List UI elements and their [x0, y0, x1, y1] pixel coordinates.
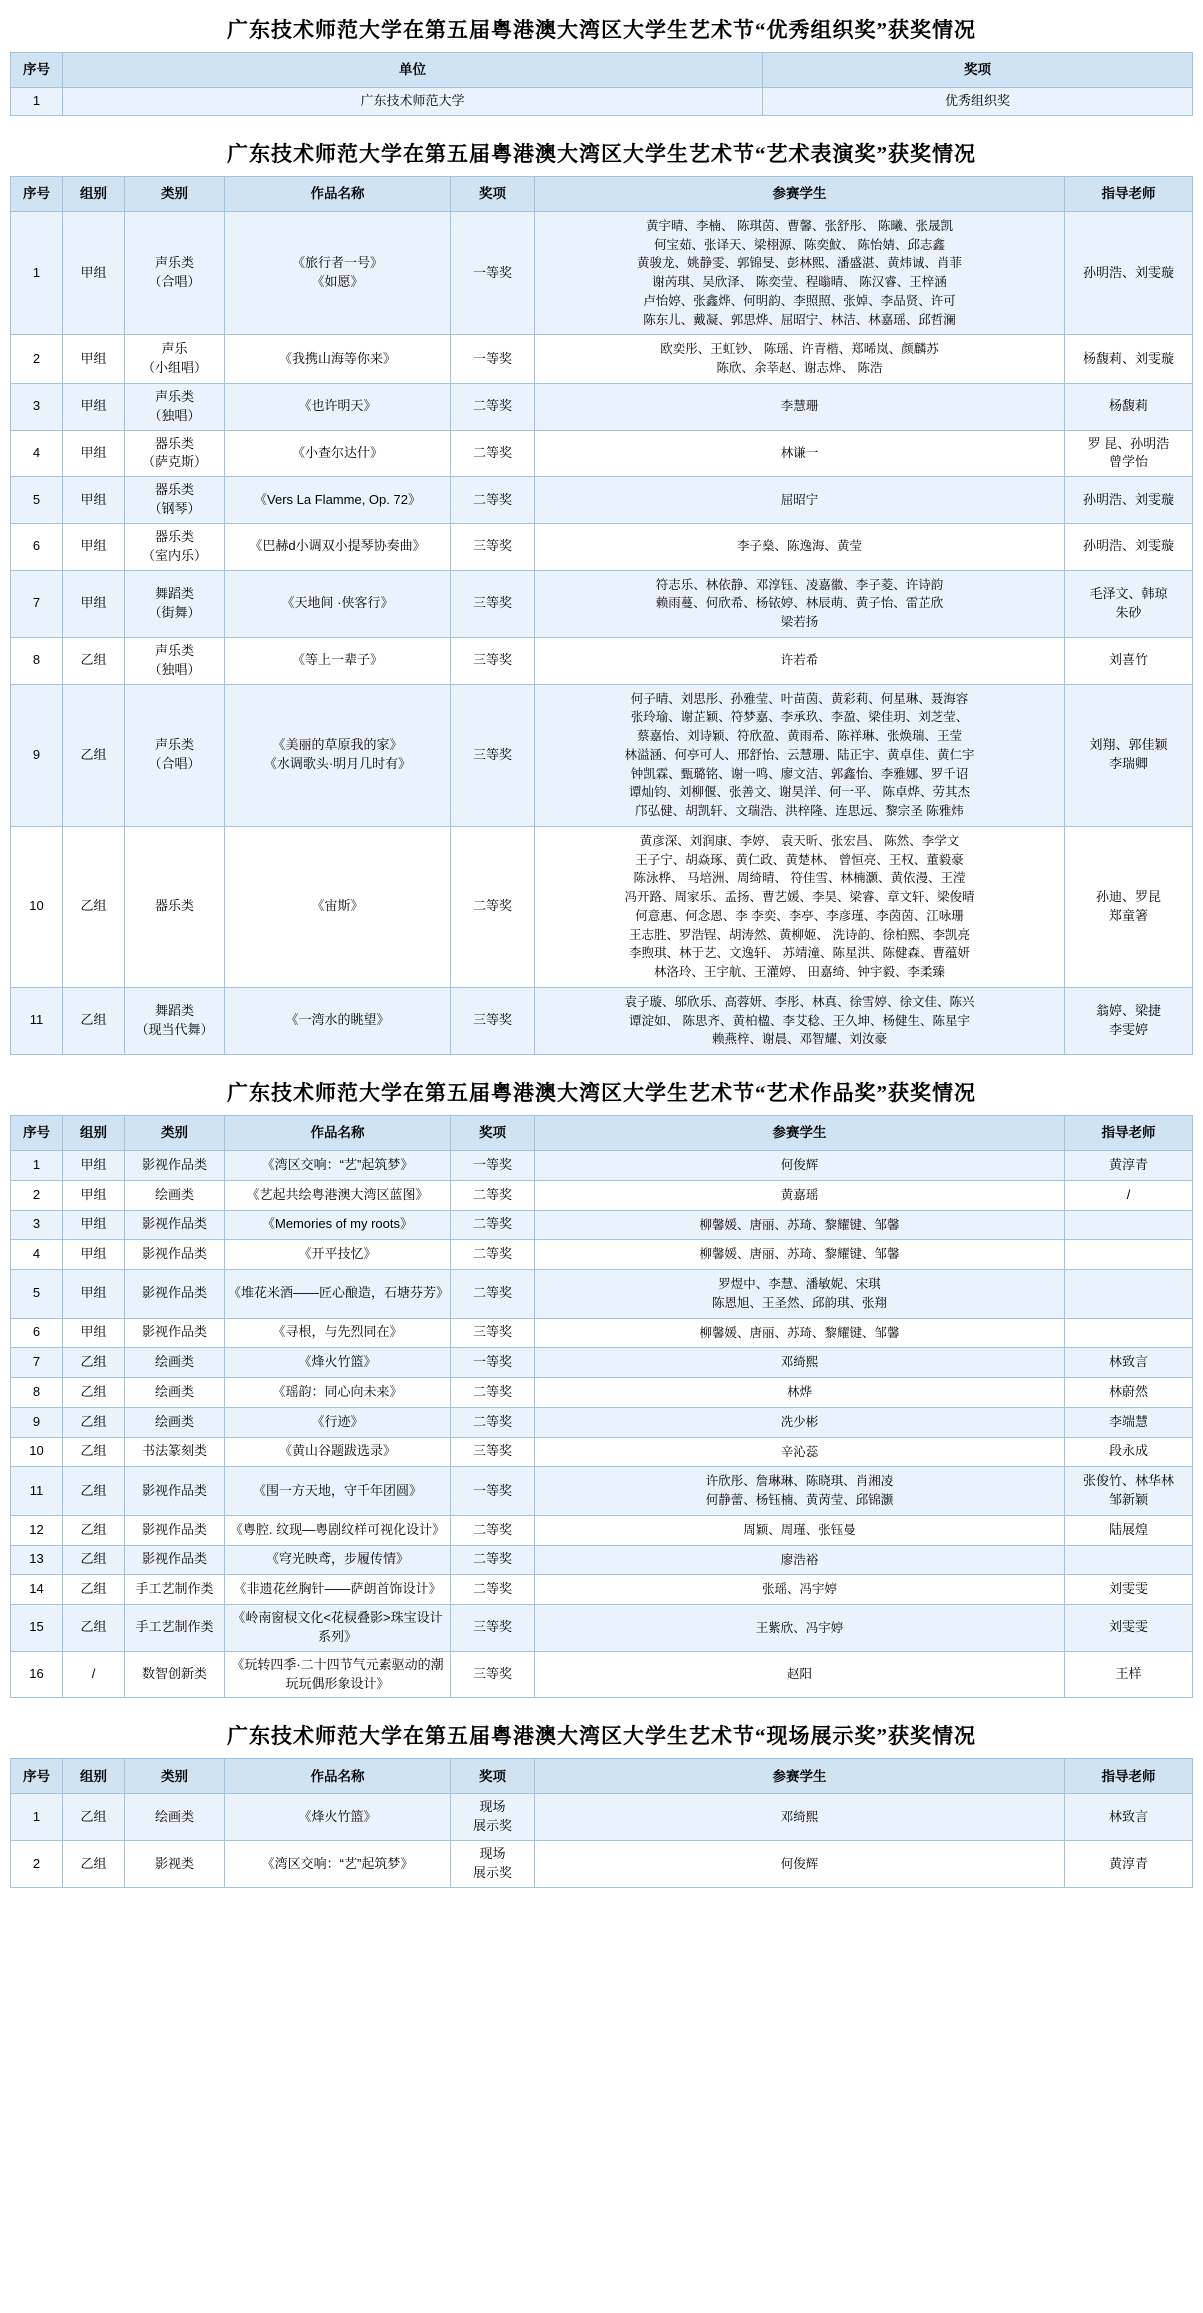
cell-award: 二等奖 — [451, 383, 535, 430]
cell-students: 符志乐、林依静、邓淳钰、凌嘉徽、李子菱、许诗韵 赖雨蔓、何欣希、杨铱婷、林辰萌、黄子怡、雷芷欣 梁若扬 — [535, 570, 1065, 637]
cell-award: 三等奖 — [451, 987, 535, 1054]
cell-teacher — [1065, 1545, 1193, 1575]
cell-group: 甲组 — [63, 477, 125, 524]
cell-category: 绘画类 — [125, 1348, 225, 1378]
cell-students: 林烨 — [535, 1378, 1065, 1408]
table-row — [11, 430, 1193, 477]
table-row — [11, 1437, 1193, 1467]
cell-group: 甲组 — [63, 211, 125, 335]
cell-work: 《围一方天地，守千年团圆》 — [225, 1467, 451, 1516]
cell-work: 《非遗花丝胸针——萨朗首饰设计》 — [225, 1575, 451, 1605]
cell-category: 声乐类 （合唱） — [125, 211, 225, 335]
section-live-display-award — [10, 1712, 1193, 1887]
table-row — [11, 1794, 1193, 1841]
column-header-category: 类别 — [125, 176, 225, 211]
cell-award: 三等奖 — [451, 637, 535, 684]
table-row — [11, 477, 1193, 524]
cell-teacher — [1065, 1210, 1193, 1240]
cell-group: 甲组 — [63, 1180, 125, 1210]
cell-students: 邓绮熙 — [535, 1794, 1065, 1841]
cell-group: 甲组 — [63, 383, 125, 430]
cell-teacher: 孙迪、罗昆 郑童箸 — [1065, 826, 1193, 987]
cell-teacher — [1065, 1240, 1193, 1270]
cell-group: / — [63, 1651, 125, 1698]
column-header-award: 奖项 — [763, 53, 1193, 88]
column-header-index: 序号 — [11, 1116, 63, 1151]
cell-group: 乙组 — [63, 1515, 125, 1545]
award-table-performance — [10, 176, 1193, 1055]
cell-teacher: 翁婷、梁捷 李雯婷 — [1065, 987, 1193, 1054]
cell-students: 张瑶、冯宇婷 — [535, 1575, 1065, 1605]
table-row — [11, 335, 1193, 384]
table-row — [11, 684, 1193, 826]
award-table-artwork — [10, 1115, 1193, 1698]
cell-teacher: 林致言 — [1065, 1348, 1193, 1378]
cell-teacher — [1065, 1318, 1193, 1348]
table-row — [11, 1151, 1193, 1181]
column-header-teacher: 指导老师 — [1065, 176, 1193, 211]
cell-students: 何俊辉 — [535, 1151, 1065, 1181]
section-performance-award — [10, 130, 1193, 1055]
cell-teacher: 林致言 — [1065, 1794, 1193, 1841]
cell-index: 2 — [11, 1841, 63, 1888]
column-header-students: 参赛学生 — [535, 1759, 1065, 1794]
cell-work: 《开平技忆》 — [225, 1240, 451, 1270]
cell-group: 甲组 — [63, 335, 125, 384]
cell-students: 何子晴、刘思彤、孙雅莹、叶苗茵、黄彩莉、何星琳、聂海容 张玲瑜、谢芷颖、符梦嘉、李承玖、李盈、梁佳玥、刘芝莹、 蔡嘉怡、刘诗颖、符欣盈、黄雨希、陈祥琳、张焕瑞、王莹 林溢涵、何亭可人、邢舒怡、云慧珊、陆正宇、黄卓佳、黄仁宇 钟凯霖、甄璐铭、谢一鸣、廖文洁、郭鑫怡、李雅娜、罗千诏 谭灿钧、刘柳偃、张善文、谢昊洋、何一平、 陈卓烨、劳其杰 邝弘健、胡凯轩、文瑞浩、洪梓隆、连思远、黎宗圣 陈雅炜 — [535, 684, 1065, 826]
cell-work: 《黄山谷题跋选录》 — [225, 1437, 451, 1467]
cell-award: 三等奖 — [451, 523, 535, 570]
cell-group: 甲组 — [63, 1210, 125, 1240]
cell-index: 5 — [11, 477, 63, 524]
column-header-award: 奖项 — [451, 176, 535, 211]
cell-teacher: 孙明浩、刘雯璇 — [1065, 523, 1193, 570]
column-header-work: 作品名称 — [225, 1116, 451, 1151]
cell-teacher: 刘雯雯 — [1065, 1605, 1193, 1652]
cell-category: 声乐 （小组唱） — [125, 335, 225, 384]
cell-students: 柳馨媛、唐丽、苏琦、黎耀键、邹馨 — [535, 1210, 1065, 1240]
cell-index: 10 — [11, 826, 63, 987]
cell-work: 《行迹》 — [225, 1407, 451, 1437]
column-header-category: 类别 — [125, 1116, 225, 1151]
table-row — [11, 1515, 1193, 1545]
table-row — [11, 1240, 1193, 1270]
cell-category: 绘画类 — [125, 1407, 225, 1437]
table-row — [11, 826, 1193, 987]
cell-work: 《岭南窗棂文化<花棂叠影>珠宝设计系列》 — [225, 1605, 451, 1652]
cell-index: 8 — [11, 637, 63, 684]
table-row — [11, 570, 1193, 637]
table-body — [11, 1151, 1193, 1698]
column-header-teacher: 指导老师 — [1065, 1759, 1193, 1794]
column-header-index: 序号 — [11, 176, 63, 211]
table-row — [11, 1407, 1193, 1437]
cell-award: 三等奖 — [451, 570, 535, 637]
table-row — [11, 211, 1193, 335]
cell-group: 乙组 — [63, 1407, 125, 1437]
cell-category: 数智创新类 — [125, 1651, 225, 1698]
cell-teacher: 罗 昆、孙明浩 曾学怡 — [1065, 430, 1193, 477]
cell-category: 影视作品类 — [125, 1210, 225, 1240]
cell-teacher: 杨馥莉 — [1065, 383, 1193, 430]
cell-index: 1 — [11, 1151, 63, 1181]
cell-work: 《Memories of my roots》 — [225, 1210, 451, 1240]
cell-students: 何俊辉 — [535, 1841, 1065, 1888]
cell-award: 二等奖 — [451, 1515, 535, 1545]
cell-group: 乙组 — [63, 684, 125, 826]
cell-award: 一等奖 — [451, 211, 535, 335]
table-row — [11, 987, 1193, 1054]
cell-group: 乙组 — [63, 1437, 125, 1467]
cell-index: 9 — [11, 684, 63, 826]
cell-category: 手工艺制作类 — [125, 1575, 225, 1605]
cell-group: 乙组 — [63, 1575, 125, 1605]
cell-category: 器乐类 （室内乐） — [125, 523, 225, 570]
cell-group: 甲组 — [63, 570, 125, 637]
cell-index: 1 — [11, 88, 63, 116]
cell-index: 3 — [11, 1210, 63, 1240]
cell-award: 一等奖 — [451, 1467, 535, 1516]
cell-work: 《等上一辈子》 — [225, 637, 451, 684]
cell-category: 声乐类 （合唱） — [125, 684, 225, 826]
cell-work: 《一湾水的眺望》 — [225, 987, 451, 1054]
cell-students: 欧奕彤、王虹钞、 陈瑶、许青楷、郑晞岚、颜麟苏 陈欣、余莘赵、谢志烨、 陈浩 — [535, 335, 1065, 384]
cell-students: 辛沁蕊 — [535, 1437, 1065, 1467]
cell-work: 《旅行者一号》 《如愿》 — [225, 211, 451, 335]
section-artwork-award — [10, 1069, 1193, 1698]
cell-index: 2 — [11, 1180, 63, 1210]
cell-award: 二等奖 — [451, 477, 535, 524]
cell-students: 许若希 — [535, 637, 1065, 684]
cell-category: 影视作品类 — [125, 1467, 225, 1516]
award-table-organization — [10, 52, 1193, 116]
cell-index: 11 — [11, 1467, 63, 1516]
cell-category: 影视作品类 — [125, 1240, 225, 1270]
cell-group: 乙组 — [63, 1545, 125, 1575]
cell-teacher: 孙明浩、刘雯璇 — [1065, 211, 1193, 335]
cell-category: 影视作品类 — [125, 1515, 225, 1545]
cell-award: 二等奖 — [451, 1378, 535, 1408]
cell-students: 黄宇晴、李楠、 陈琪茵、曹馨、张舒彤、 陈曦、张晟凯 何宝茹、张译天、梁栩源、陈奕魰、 陈怡婧、邱志鑫 黄骏龙、姚静雯、郭锦旻、彭林熙、潘盛湛、黄炜诚、肖菲 谢芮琪、吴欣泽、 陈奕莹、程暡晴、 陈汉睿、王梓涵 卢怡婷、张鑫烨、何明韵、李照照、张婥、李品贤、许可 陈东儿、戴凝、郭思烨、屈昭宁、林洁、林嘉瑶、邱哲澜 — [535, 211, 1065, 335]
table-header-row — [11, 1116, 1193, 1151]
table-row — [11, 1545, 1193, 1575]
cell-students: 黄彦深、刘润康、李婷、 袁天昕、张宏昌、 陈然、李学文 王子宁、胡焱琢、黄仁政、黄楚林、 曾恒亮、王权、董毅豪 陈泳桦、 马培洲、周绮晴、 符佳雪、林楠灏、黄依漫、王滢 冯开路、周家乐、孟扬、曹艺媛、李昊、梁睿、章文轩、梁俊晴 何意惠、何念恩、李 李奕、李亭、李彦瑾、李茵茵、江咏珊 王志胜、罗浩锃、胡涛然、黄柳姬、 洗诗韵、徐柏熙、李凯亮 李煦琪、林于艺、文逸轩、 苏靖潼、陈星洪、陈健森、曹蕴妍 林洛玲、王宇航、王灌婷、 田嘉绮、钟宇毅、李柔臻 — [535, 826, 1065, 987]
cell-group: 甲组 — [63, 1270, 125, 1319]
cell-index: 8 — [11, 1378, 63, 1408]
cell-teacher: 黄淳青 — [1065, 1841, 1193, 1888]
cell-index: 10 — [11, 1437, 63, 1467]
table-body — [11, 1794, 1193, 1887]
cell-index: 6 — [11, 523, 63, 570]
table-body — [11, 88, 1193, 116]
cell-teacher: / — [1065, 1180, 1193, 1210]
cell-work: 《烽火竹篮》 — [225, 1348, 451, 1378]
cell-award: 二等奖 — [451, 1270, 535, 1319]
column-header-index: 序号 — [11, 53, 63, 88]
cell-teacher: 李端慧 — [1065, 1407, 1193, 1437]
cell-award: 二等奖 — [451, 1545, 535, 1575]
cell-award: 二等奖 — [451, 1407, 535, 1437]
cell-students: 赵阳 — [535, 1651, 1065, 1698]
cell-group: 甲组 — [63, 1318, 125, 1348]
cell-teacher: 刘喜竹 — [1065, 637, 1193, 684]
table-row — [11, 1605, 1193, 1652]
cell-award: 二等奖 — [451, 1240, 535, 1270]
cell-work: 《粤腔. 纹现—粤剧纹样可视化设计》 — [225, 1515, 451, 1545]
cell-category: 舞蹈类 （现当代舞） — [125, 987, 225, 1054]
table-header-row — [11, 53, 1193, 88]
cell-work: 《宙斯》 — [225, 826, 451, 987]
cell-group: 甲组 — [63, 1240, 125, 1270]
table-row — [11, 88, 1193, 116]
section-title: 广东技术师范大学在第五届粤港澳大湾区大学生艺术节“优秀组织奖”获奖情况 — [227, 18, 976, 42]
column-header-teacher: 指导老师 — [1065, 1116, 1193, 1151]
cell-group: 甲组 — [63, 430, 125, 477]
column-header-index: 序号 — [11, 1759, 63, 1794]
cell-category: 绘画类 — [125, 1794, 225, 1841]
cell-teacher — [1065, 1270, 1193, 1319]
table-row — [11, 1270, 1193, 1319]
cell-work: 《玩转四季·二十四节气元素驱动的潮玩玩偶形象设计》 — [225, 1651, 451, 1698]
cell-work: 《也许明天》 — [225, 383, 451, 430]
cell-group: 乙组 — [63, 1378, 125, 1408]
cell-award: 三等奖 — [451, 1651, 535, 1698]
cell-teacher: 王样 — [1065, 1651, 1193, 1698]
cell-category: 声乐类 （独唱） — [125, 383, 225, 430]
cell-category: 器乐类 — [125, 826, 225, 987]
cell-work: 《烽火竹篮》 — [225, 1794, 451, 1841]
section-title: 广东技术师范大学在第五届粤港澳大湾区大学生艺术节“艺术作品奖”获奖情况 — [227, 1081, 976, 1106]
cell-group: 乙组 — [63, 1605, 125, 1652]
cell-work: 《天地间 ·侠客行》 — [225, 570, 451, 637]
cell-group: 甲组 — [63, 1151, 125, 1181]
cell-students: 周颖、周瑾、张钰曼 — [535, 1515, 1065, 1545]
cell-category: 影视作品类 — [125, 1270, 225, 1319]
cell-award: 二等奖 — [451, 1210, 535, 1240]
cell-teacher: 陆展煌 — [1065, 1515, 1193, 1545]
cell-students: 冼少彬 — [535, 1407, 1065, 1437]
table-row — [11, 1651, 1193, 1698]
cell-work: 《湾区交响：“艺”起筑梦》 — [225, 1151, 451, 1181]
column-header-group: 组别 — [63, 1759, 125, 1794]
cell-index: 16 — [11, 1651, 63, 1698]
cell-students: 袁子璇、邬欣乐、高蓉妍、李彤、林真、徐雪婷、徐文佳、陈兴 谭淀如、 陈思齐、黄柏楹、李艾稔、王久坤、杨健生、陈星宇 赖燕梓、谢晨、邓智耀、刘汝豪 — [535, 987, 1065, 1054]
column-header-students: 参赛学生 — [535, 176, 1065, 211]
table-row — [11, 1348, 1193, 1378]
cell-students: 邓绮熙 — [535, 1348, 1065, 1378]
table-row — [11, 1467, 1193, 1516]
table-row — [11, 523, 1193, 570]
cell-students: 李慧珊 — [535, 383, 1065, 430]
cell-index: 9 — [11, 1407, 63, 1437]
cell-work: 《寻根，与先烈同在》 — [225, 1318, 451, 1348]
cell-teacher: 孙明浩、刘雯璇 — [1065, 477, 1193, 524]
cell-category: 绘画类 — [125, 1378, 225, 1408]
table-body — [11, 211, 1193, 1054]
cell-index: 5 — [11, 1270, 63, 1319]
column-header-work: 作品名称 — [225, 1759, 451, 1794]
cell-award: 现场 展示奖 — [451, 1794, 535, 1841]
cell-award: 二等奖 — [451, 1575, 535, 1605]
cell-group: 甲组 — [63, 523, 125, 570]
column-header-award: 奖项 — [451, 1116, 535, 1151]
cell-award: 三等奖 — [451, 1437, 535, 1467]
cell-group: 乙组 — [63, 1841, 125, 1888]
cell-group: 乙组 — [63, 1348, 125, 1378]
cell-students: 柳馨媛、唐丽、苏琦、黎耀键、邹馨 — [535, 1318, 1065, 1348]
column-header-work: 作品名称 — [225, 176, 451, 211]
cell-award: 一等奖 — [451, 335, 535, 384]
cell-award: 三等奖 — [451, 1318, 535, 1348]
column-header-group: 组别 — [63, 176, 125, 211]
cell-index: 1 — [11, 1794, 63, 1841]
cell-category: 影视作品类 — [125, 1151, 225, 1181]
column-header-unit: 单位 — [63, 53, 763, 88]
cell-work: 《穹光映鸢，步履传情》 — [225, 1545, 451, 1575]
cell-index: 12 — [11, 1515, 63, 1545]
cell-students: 廖浩裕 — [535, 1545, 1065, 1575]
cell-work: 《艺起共绘粤港澳大湾区蓝图》 — [225, 1180, 451, 1210]
cell-group: 乙组 — [63, 637, 125, 684]
cell-category: 舞蹈类 （街舞） — [125, 570, 225, 637]
cell-category: 器乐类 （萨克斯） — [125, 430, 225, 477]
section-organization-award — [10, 6, 1193, 116]
column-header-group: 组别 — [63, 1116, 125, 1151]
cell-index: 3 — [11, 383, 63, 430]
section-title: 广东技术师范大学在第五届粤港澳大湾区大学生艺术节“艺术表演奖”获奖情况 — [227, 141, 976, 166]
cell-award: 三等奖 — [451, 1605, 535, 1652]
table-row — [11, 1180, 1193, 1210]
cell-index: 2 — [11, 335, 63, 384]
cell-index: 7 — [11, 570, 63, 637]
cell-category: 手工艺制作类 — [125, 1605, 225, 1652]
table-row — [11, 1318, 1193, 1348]
cell-award: 现场 展示奖 — [451, 1841, 535, 1888]
cell-index: 11 — [11, 987, 63, 1054]
cell-award: 优秀组织奖 — [763, 88, 1193, 116]
cell-award: 三等奖 — [451, 684, 535, 826]
cell-students: 罗煜中、李慧、潘敏妮、宋琪 陈恩旭、王圣然、邱韵琪、张翔 — [535, 1270, 1065, 1319]
cell-index: 15 — [11, 1605, 63, 1652]
column-header-students: 参赛学生 — [535, 1116, 1065, 1151]
cell-category: 书法篆刻类 — [125, 1437, 225, 1467]
cell-work: 《堆花米酒——匠心酿造，石塘芬芳》 — [225, 1270, 451, 1319]
cell-group: 乙组 — [63, 1794, 125, 1841]
cell-work: 《巴赫d小调双小提琴协奏曲》 — [225, 523, 451, 570]
table-row — [11, 1841, 1193, 1888]
cell-students: 林谦一 — [535, 430, 1065, 477]
section-title: 广东技术师范大学在第五届粤港澳大湾区大学生艺术节“现场展示奖”获奖情况 — [227, 1724, 976, 1749]
cell-students: 李子燊、陈逸海、黄莹 — [535, 523, 1065, 570]
cell-group: 乙组 — [63, 1467, 125, 1516]
cell-award: 一等奖 — [451, 1348, 535, 1378]
cell-work: 《美丽的草原我的家》 《水调歌头·明月几时有》 — [225, 684, 451, 826]
cell-category: 影视作品类 — [125, 1545, 225, 1575]
cell-category: 影视类 — [125, 1841, 225, 1888]
cell-teacher: 毛泽文、韩琼 朱砂 — [1065, 570, 1193, 637]
cell-award: 二等奖 — [451, 1180, 535, 1210]
cell-unit: 广东技术师范大学 — [63, 88, 763, 116]
cell-award: 二等奖 — [451, 826, 535, 987]
cell-category: 器乐类 （钢琴） — [125, 477, 225, 524]
cell-index: 1 — [11, 211, 63, 335]
table-header-row — [11, 1759, 1193, 1794]
cell-students: 屈昭宁 — [535, 477, 1065, 524]
cell-teacher: 刘翔、郭佳颖 李瑞卿 — [1065, 684, 1193, 826]
cell-category: 声乐类 （独唱） — [125, 637, 225, 684]
cell-category: 影视作品类 — [125, 1318, 225, 1348]
cell-work: 《瑶韵：同心向未来》 — [225, 1378, 451, 1408]
cell-category: 绘画类 — [125, 1180, 225, 1210]
cell-teacher: 段永成 — [1065, 1437, 1193, 1467]
cell-group: 乙组 — [63, 826, 125, 987]
cell-teacher: 林蔚然 — [1065, 1378, 1193, 1408]
cell-index: 4 — [11, 430, 63, 477]
cell-teacher: 杨馥莉、刘雯璇 — [1065, 335, 1193, 384]
cell-award: 二等奖 — [451, 430, 535, 477]
cell-work: 《湾区交响：“艺”起筑梦》 — [225, 1841, 451, 1888]
column-header-award: 奖项 — [451, 1759, 535, 1794]
cell-teacher: 黄淳青 — [1065, 1151, 1193, 1181]
cell-index: 14 — [11, 1575, 63, 1605]
cell-group: 乙组 — [63, 987, 125, 1054]
cell-work: 《小查尔达什》 — [225, 430, 451, 477]
cell-index: 7 — [11, 1348, 63, 1378]
award-table-live-display — [10, 1758, 1193, 1887]
cell-teacher: 刘雯雯 — [1065, 1575, 1193, 1605]
table-row — [11, 637, 1193, 684]
cell-teacher: 张俊竹、林华林 邹新颖 — [1065, 1467, 1193, 1516]
cell-students: 许欣彤、詹琳琳、陈晓琪、肖湘凌 何静蕾、杨钰楠、黄苪莹、邱锦灏 — [535, 1467, 1065, 1516]
cell-index: 6 — [11, 1318, 63, 1348]
column-header-category: 类别 — [125, 1759, 225, 1794]
table-row — [11, 1378, 1193, 1408]
cell-index: 13 — [11, 1545, 63, 1575]
table-header-row — [11, 176, 1193, 211]
cell-index: 4 — [11, 1240, 63, 1270]
cell-students: 王紫欣、冯宇婷 — [535, 1605, 1065, 1652]
cell-students: 黄嘉瑶 — [535, 1180, 1065, 1210]
cell-award: 一等奖 — [451, 1151, 535, 1181]
cell-work: 《我携山海等你来》 — [225, 335, 451, 384]
cell-students: 柳馨媛、唐丽、苏琦、黎耀键、邹馨 — [535, 1240, 1065, 1270]
table-row — [11, 1210, 1193, 1240]
cell-work: 《Vers La Flamme, Op. 72》 — [225, 477, 451, 524]
table-row — [11, 383, 1193, 430]
table-row — [11, 1575, 1193, 1605]
